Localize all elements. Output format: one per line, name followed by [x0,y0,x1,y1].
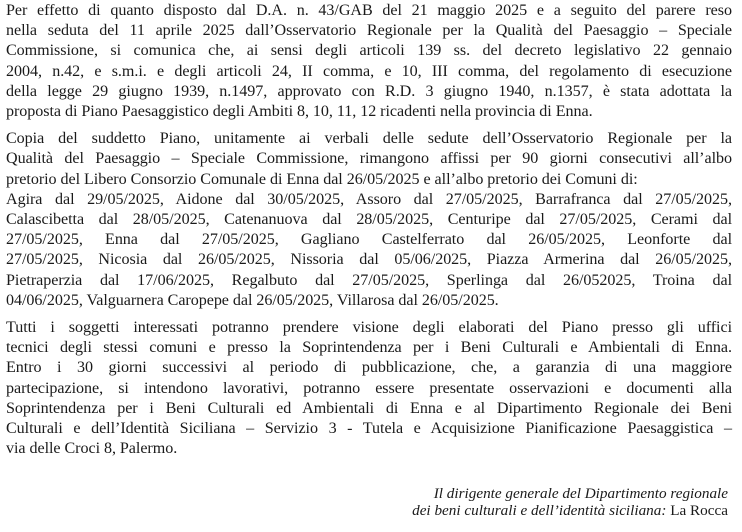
text-line: Copia del suddetto Piano, unitamente ai verbali delle sedute dell’Osservatorio Regionale per la [6,130,732,148]
text-line: 04/06/2025, Valguarnera Caropepe dal 26/05/2025, Villarosa dal 26/05/2025. [6,291,499,309]
text-line: Pietraperzia dal 17/06/2025, Regalbuto dal 27/05/2025, Sperlinga dal 26/052025, Troina dal [6,271,732,289]
paragraph-publication [6,129,732,311]
text-line: Agira dal 29/05/2025, Aidone dal 30/05/2025, Assoro dal 27/05/2025, Barrafranca dal 27/05/2025, [6,190,732,208]
text-line: via delle Croci 8, Palermo. [6,440,178,458]
text-line: 2004, n.42, e s.m.i. e degli articoli 24, II comma, e 10, III comma, del regolamento di esecuzione [6,62,732,80]
text-line: Per effetto di quanto disposto dal D.A. n. 43/GAB del 21 maggio 2025 e a seguito del parere reso [6,2,732,19]
text-line: pretorio del Libero Consorzio Comunale di Enna dal 26/05/2025 e all’albo pretorio dei Comuni di: [6,170,638,188]
signature-line-2 [412,503,728,520]
notice-document [6,1,732,459]
text-line: della legge 29 giugno 1939, n.1497, approvato con R.D. 3 giugno 1940, n.1357, è stata adottata la [6,82,732,100]
signature-title: Il dirigente generale del Dipartimento regionale [433,485,728,502]
signature-block [412,486,728,519]
text-line: 27/05/2025, Enna dal 27/05/2025, Gagliano Castelferrato dal 26/05/2025, Leonforte dal [6,231,732,249]
text-line: partecipazione, si intendono lavorativi, potranno essere presentate osservazioni e documenti alla [6,379,732,397]
text-line: 27/05/2025, Nicosia dal 26/05/2025, Nissoria dal 05/06/2025, Piazza Armerina dal 26/05/2025, [6,251,732,269]
text-line: Tutti i soggetti interessati potranno prendere visione degli elaborati del Piano presso gli uffici [6,319,732,337]
text-line: Qualità del Paesaggio – Speciale Commissione, rimangono affissi per 90 giorni consecutivi all’albo [6,150,732,168]
signature-department: dei beni culturali e dell’identità siciliana: [412,501,671,519]
text-line: Commissione, si comunica che, ai sensi degli articoli 139 ss. del decreto legislativo 22 gennaio [6,42,732,60]
text-line: proposta di Piano Paesaggistico degli Ambiti 8, 10, 11, 12 ricadenti nella provincia di Enna. [6,103,593,121]
text-line: Entro i 30 giorni successivi al periodo di pubblicazione, che, a garanzia di una maggiore [6,359,732,377]
signatory-name: La Rocca [670,501,728,519]
text-line: nella seduta del 11 aprile 2025 dall’Osservatorio Regionale per la Qualità del Paesaggio – Speciale [6,22,732,40]
text-line: Soprintendenza per i Beni Culturali ed Ambientali di Enna e al Dipartimento Regionale dei Beni [6,399,732,417]
paragraph-adoption [6,1,732,122]
paragraph-observations [6,318,732,459]
text-line: tecnici degli stessi comuni e presso la Soprintendenza per i Beni Culturali e Ambientali di Enna. [6,339,732,357]
text-line: Culturali e dell’Identità Siciliana – Servizio 3 - Tutela e Acquisizione Pianificazione Paesaggistica – [6,420,732,438]
text-line: Calascibetta dal 28/05/2025, Catenanuova dal 28/05/2025, Centuripe dal 27/05/2025, Cerami dal [6,211,732,229]
